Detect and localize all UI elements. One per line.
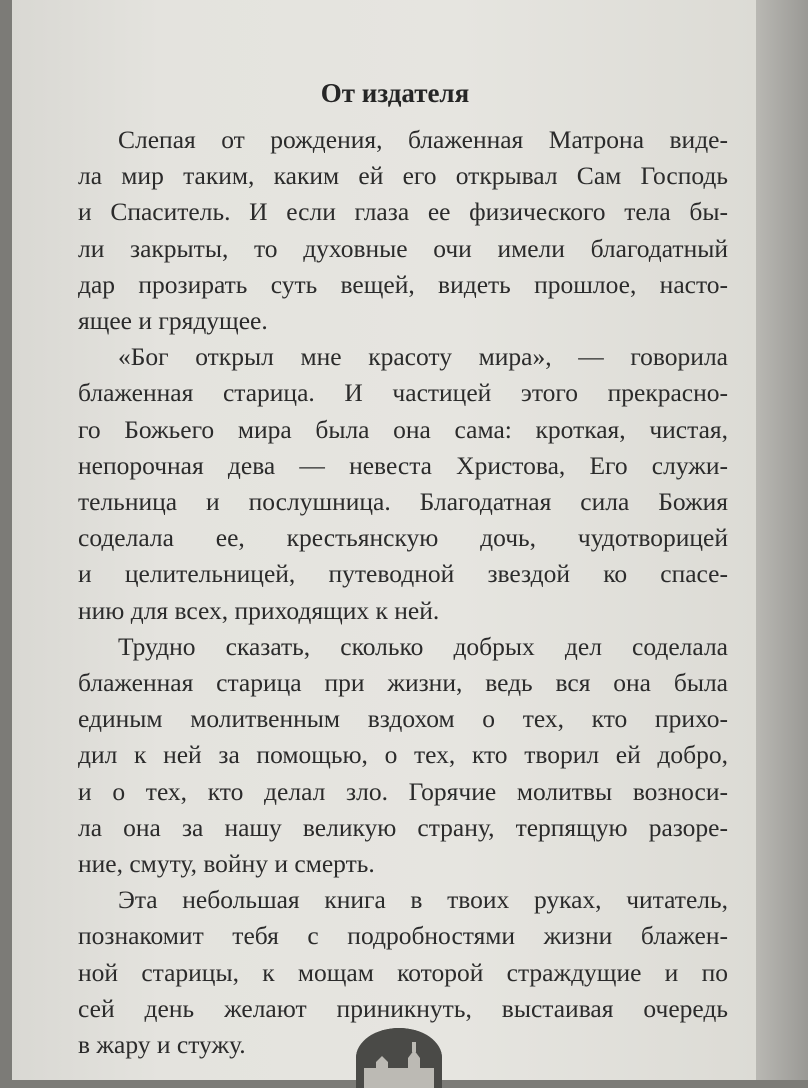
text-line: нию для всех, приходящих к ней.	[78, 595, 440, 625]
text-line: соделала ее, крестьянскую дочь, чудотворицей	[78, 523, 728, 553]
text-line: Слепая от рождения, блаженная Матрона виде-	[118, 125, 728, 154]
body-text	[78, 122, 728, 1063]
text-line: Трудно сказать, сколько добрых дел соделала	[118, 631, 728, 661]
text-line: ла она за нашу великую страну, терпящую разоре-	[78, 812, 728, 842]
text-line: и о тех, кто делал зло. Горячие молитвы возноси-	[78, 776, 728, 806]
text-line: непорочная дева — невеста Христова, Его служи-	[78, 450, 728, 480]
text-line: в жару и стужу.	[78, 1030, 246, 1060]
text-line: и целительницей, путеводной звездой ко спасе-	[78, 559, 728, 589]
page-title: От издателя	[320, 78, 470, 108]
text-line: «Бог открыл мне красоту мира», — говорила	[118, 342, 728, 372]
text-line: ние, смуту, войну и смерть.	[78, 849, 375, 879]
text-line: ла мир таким, каким ей его открывал Сам Господь	[78, 161, 728, 191]
text-line: познакомит тебя с подробностями жизни блажен-	[78, 921, 728, 951]
text-line: дар прозирать суть вещей, видеть прошлое, насто-	[78, 269, 728, 299]
text-line: единым молитвенным вздохом о тех, кто прихо-	[78, 704, 728, 734]
text-line: Эта небольшая книга в твоих руках, читатель,	[118, 885, 728, 915]
text-line: и Спаситель. И если глаза ее физического тела бы-	[78, 197, 728, 227]
page-edge	[756, 0, 808, 1080]
text-line: ной старицы, к мощам которой страждущие и по	[78, 957, 728, 987]
text-line: сей день желают приникнуть, выстаивая очередь	[78, 993, 728, 1023]
text-line: блаженная старица при жизни, ведь вся она была	[78, 668, 728, 698]
text-line: дил к ней за помощью, о тех, кто творил ей добро,	[78, 740, 728, 770]
text-line: ли закрыты, то духовные очи имели благодатный	[78, 233, 728, 263]
text-line: тельница и послушница. Благодатная сила Божия	[78, 487, 728, 517]
text-line: го Божьего мира была она сама: кроткая, чистая,	[78, 414, 728, 444]
text-line: ящее и грядущее.	[78, 306, 268, 336]
text-line: блаженная старица. И частицей этого прекрасно-	[78, 378, 728, 408]
church-vignette-image	[356, 1028, 442, 1088]
